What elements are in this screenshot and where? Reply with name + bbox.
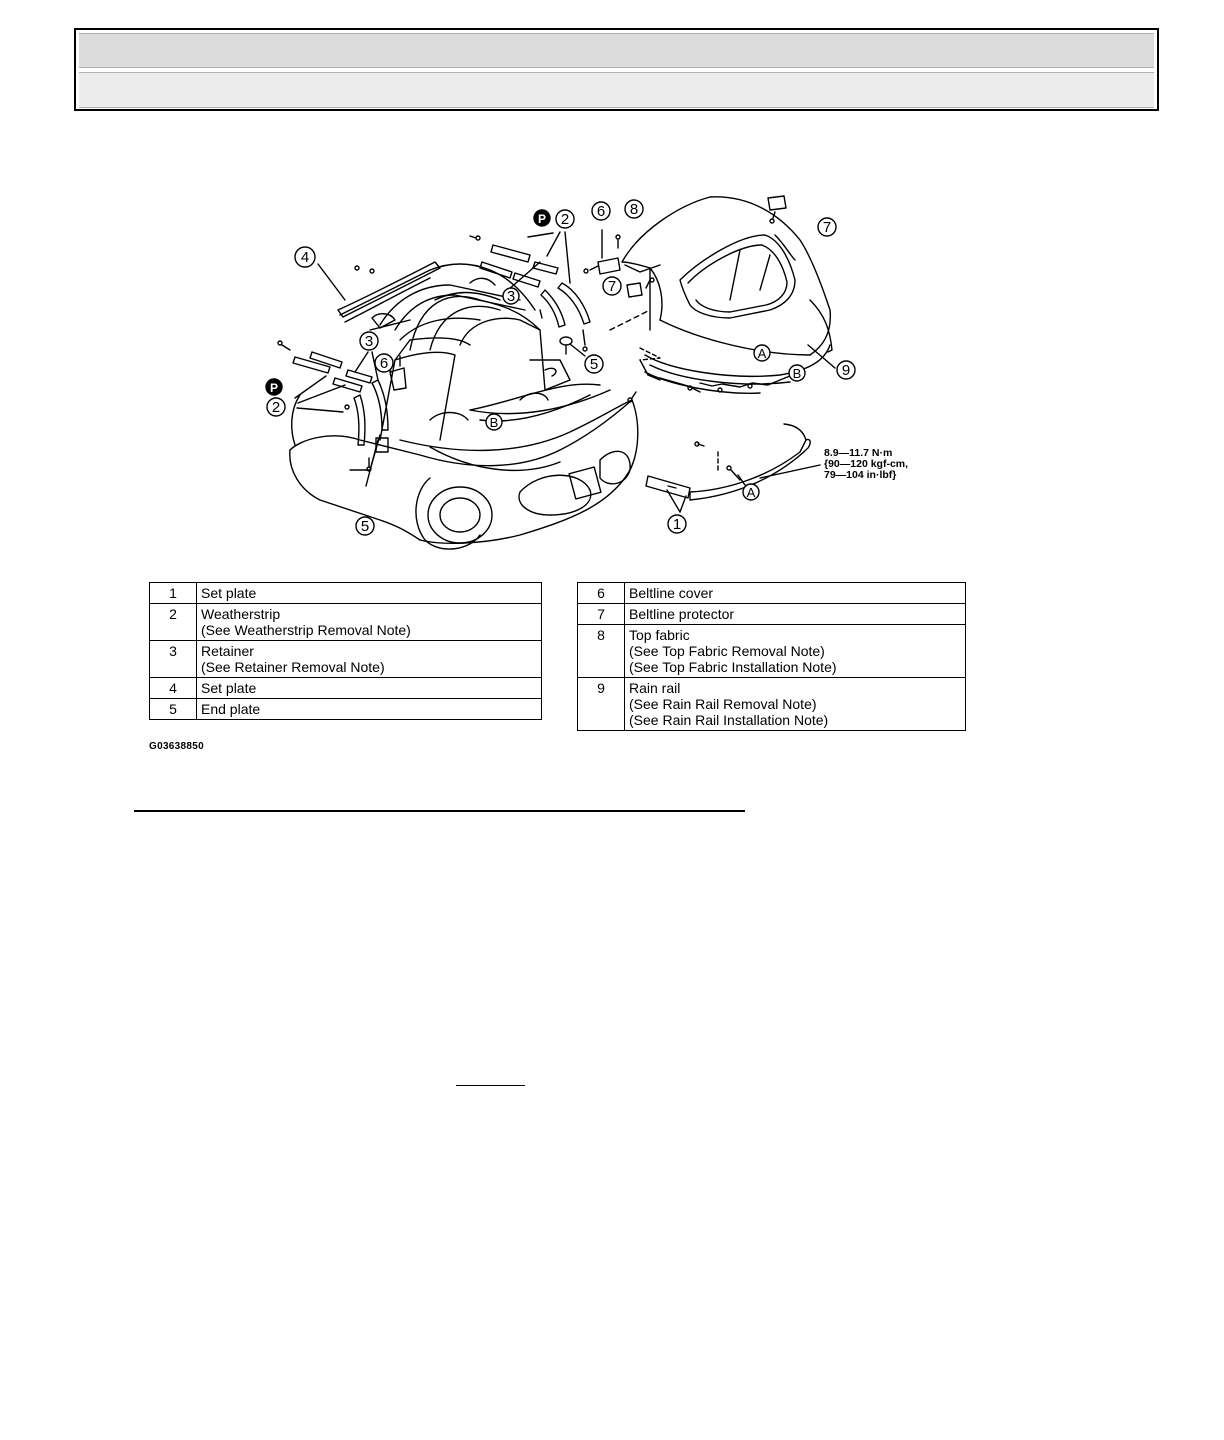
part-description (197, 604, 542, 641)
parts-row (150, 604, 542, 641)
svg-text:8: 8 (629, 201, 639, 218)
svg-text:A: A (757, 346, 767, 361)
callout-a-fabric (754, 345, 770, 361)
parts-row (150, 583, 542, 604)
callout-5-right (585, 355, 603, 373)
callout-9 (837, 361, 855, 379)
svg-text:5: 5 (360, 518, 370, 535)
callouts (266, 200, 855, 535)
svg-text:4: 4 (300, 249, 310, 266)
callout-2-left (267, 398, 285, 416)
left-weatherstrips (278, 341, 388, 486)
part-description (197, 678, 542, 699)
svg-text:6: 6 (379, 355, 389, 372)
figure-id: G03638850 (149, 741, 204, 752)
svg-text:P: P (269, 381, 279, 395)
part-name: End plate (201, 701, 261, 717)
part-name: Set plate (201, 680, 257, 696)
parts-row (578, 678, 966, 731)
parts-row (150, 678, 542, 699)
svg-text:B: B (489, 415, 499, 430)
svg-text:5: 5 (589, 356, 599, 373)
part-number: 2 (150, 604, 197, 641)
svg-text:7: 7 (822, 219, 832, 236)
part-number: 1 (150, 583, 197, 604)
parts-row (578, 583, 966, 604)
svg-text:1: 1 (672, 516, 682, 533)
part-number: 5 (150, 699, 197, 720)
callout-2-top (556, 210, 574, 228)
callout-7-mid (603, 277, 621, 295)
short-underline (456, 1085, 525, 1086)
svg-text:7: 7 (607, 278, 617, 295)
svg-text:2: 2 (560, 211, 570, 228)
svg-text:B: B (792, 366, 802, 381)
part-note: (See Top Fabric Installation Note) (629, 659, 837, 675)
part-name: Retainer (201, 643, 254, 659)
callout-5-left (356, 517, 374, 535)
part-description (625, 625, 966, 678)
svg-text:9: 9 (841, 362, 851, 379)
torque-spec-line-1: 8.9—11.7 N·m (824, 447, 893, 459)
svg-text:3: 3 (506, 288, 516, 305)
part-number: 9 (578, 678, 625, 731)
part-number: 7 (578, 604, 625, 625)
callout-b-fabric (789, 365, 805, 381)
svg-text:6: 6 (596, 203, 606, 220)
section-divider (134, 810, 745, 812)
svg-text:2: 2 (271, 399, 281, 416)
callout-1 (668, 515, 686, 533)
parts-table-right (577, 582, 966, 731)
svg-text:A: A (746, 485, 756, 500)
part-name: Set plate (201, 585, 257, 601)
part-5-right (560, 337, 585, 356)
part-note: (See Rain Rail Removal Note) (629, 696, 817, 712)
callout-b-car (486, 414, 502, 430)
part-description (197, 641, 542, 678)
part-description (625, 604, 966, 625)
torque-spec-line-3: 79—104 in·lbf} (824, 469, 897, 481)
callout-6-left (375, 354, 393, 372)
callout-p-top (534, 210, 550, 226)
svg-text:3: 3 (364, 333, 374, 350)
callout-3-mid (503, 288, 519, 305)
part-name: Weatherstrip (201, 606, 281, 622)
part-name: Top fabric (629, 627, 690, 643)
part-1-set-plate (646, 424, 820, 512)
part-description (625, 583, 966, 604)
car-body (290, 297, 638, 550)
parts-row (578, 625, 966, 678)
parts-row (578, 604, 966, 625)
part-note: (See Rain Rail Installation Note) (629, 712, 829, 728)
part-name: Beltline cover (629, 585, 714, 601)
part-note: (See Top Fabric Removal Note) (629, 643, 825, 659)
part-description (197, 699, 542, 720)
parts-row (150, 641, 542, 678)
part-number: 6 (578, 583, 625, 604)
parts-row (150, 699, 542, 720)
parts-table-left (149, 582, 542, 720)
callout-a-plate (743, 484, 759, 500)
part-description (197, 583, 542, 604)
part-note: (See Weatherstrip Removal Note) (201, 622, 411, 638)
torque-spec-line-2: {90—120 kgf-cm, (824, 458, 909, 470)
part-name: Beltline protector (629, 606, 735, 622)
part-number: 3 (150, 641, 197, 678)
part-name: Rain rail (629, 680, 681, 696)
upper-weatherstrips (470, 232, 590, 351)
callout-4 (295, 247, 315, 267)
svg-text:P: P (537, 212, 547, 226)
callout-6-top (592, 202, 610, 220)
part-description (625, 678, 966, 731)
callout-3-left (360, 332, 378, 350)
part-note: (See Retainer Removal Note) (201, 659, 385, 675)
part-6-right (584, 230, 620, 274)
callout-p-left (266, 379, 282, 395)
part-number: 4 (150, 678, 197, 699)
callout-8 (625, 200, 643, 218)
callout-7-top (818, 218, 836, 236)
part-number: 8 (578, 625, 625, 678)
